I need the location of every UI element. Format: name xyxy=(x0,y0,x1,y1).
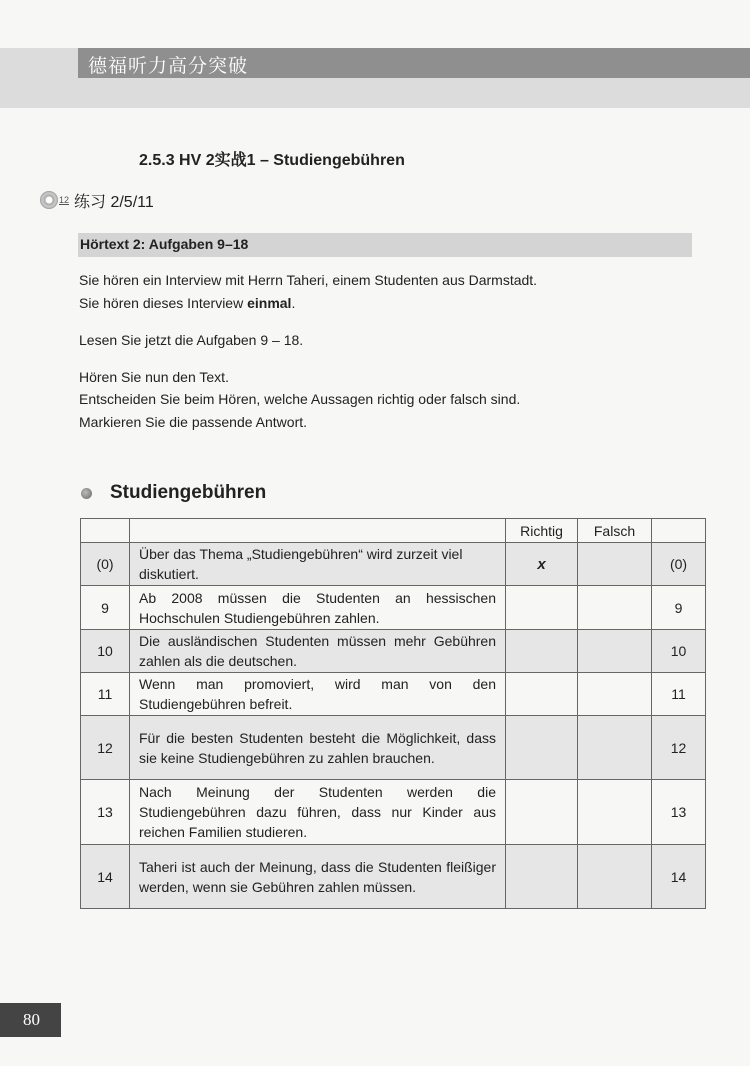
exercise-line xyxy=(40,189,154,211)
falsch-checkbox[interactable] xyxy=(578,716,652,780)
row-number-right: 9 xyxy=(652,586,706,630)
hortext-label: Hörtext 2: Aufgaben 9–18 xyxy=(80,236,249,252)
track-number: 12 xyxy=(59,195,70,205)
richtig-checkbox[interactable] xyxy=(506,716,578,780)
richtig-checkbox[interactable] xyxy=(506,673,578,716)
row-statement: Über das Thema „Studiengebühren“ wird zurzeit viel diskutiert. xyxy=(130,543,506,586)
falsch-checkbox[interactable] xyxy=(578,630,652,673)
intro-line-4: Hören Sie nun den Text. xyxy=(79,369,229,385)
row-number-right: 14 xyxy=(652,845,706,909)
row-number-right: (0) xyxy=(652,543,706,586)
row-number: (0) xyxy=(81,543,130,586)
richtig-checkbox[interactable] xyxy=(506,543,578,586)
table-title: Studiengebühren xyxy=(110,482,267,503)
intro-line-5: Entscheiden Sie beim Hören, welche Aussagen richtig oder falsch sind. xyxy=(79,391,521,407)
row-statement: Taheri ist auch der Meinung, dass die Studenten fleißiger werden, wenn sie Gebühren zahlen müssen. xyxy=(130,845,506,909)
book-title: 德福听力高分突破 xyxy=(88,55,249,77)
table-header-row xyxy=(81,519,706,543)
table-row xyxy=(81,630,706,673)
intro-line-1: Sie hören ein Interview mit Herrn Taheri, einem Studenten aus Darmstadt. xyxy=(79,272,538,288)
table-row xyxy=(81,780,706,845)
task-table xyxy=(80,518,706,909)
row-number-right: 11 xyxy=(652,673,706,716)
cd-icon xyxy=(40,191,58,209)
falsch-checkbox[interactable] xyxy=(578,845,652,909)
page-number: 80 xyxy=(23,1010,40,1029)
row-number-right: 12 xyxy=(652,716,706,780)
header-richtig: Richtig xyxy=(506,519,578,543)
row-number: 10 xyxy=(81,630,130,673)
row-number: 14 xyxy=(81,845,130,909)
section-heading: 2.5.3 HV 2实战1 – Studiengebühren xyxy=(139,152,405,169)
row-statement: Die ausländischen Studenten müssen mehr Gebühren zahlen als die deutschen. xyxy=(130,630,506,673)
row-number-right: 10 xyxy=(652,630,706,673)
exercise-label: 练习 2/5/11 xyxy=(74,193,154,211)
header-falsch: Falsch xyxy=(578,519,652,543)
richtig-checkbox[interactable] xyxy=(506,586,578,630)
row-statement: Ab 2008 müssen die Studenten an hessischen Hochschulen Studiengebühren zahlen. xyxy=(130,586,506,630)
intro-line-2-text: Sie hören dieses Interview xyxy=(79,295,248,311)
intro-line-2-emphasis: einmal xyxy=(247,295,292,311)
row-statement: Nach Meinung der Studenten werden die Studiengebühren dazu führen, dass nur Kinder aus reichen Familien studieren. xyxy=(130,780,506,845)
row-statement: Wenn man promoviert, wird man von den Studiengebühren befreit. xyxy=(130,673,506,716)
intro-line-6: Markieren Sie die passende Antwort. xyxy=(79,414,308,430)
falsch-checkbox[interactable] xyxy=(578,673,652,716)
intro-line-2-end: . xyxy=(291,295,296,311)
header-cell-empty xyxy=(130,519,506,543)
x-mark-icon: x xyxy=(537,555,546,573)
falsch-checkbox[interactable] xyxy=(578,586,652,630)
table-row xyxy=(81,716,706,780)
row-number: 12 xyxy=(81,716,130,780)
bullet-icon xyxy=(81,488,92,499)
falsch-checkbox[interactable] xyxy=(578,780,652,845)
richtig-checkbox[interactable] xyxy=(506,780,578,845)
header-cell-empty xyxy=(81,519,130,543)
falsch-checkbox[interactable] xyxy=(578,543,652,586)
intro-line-3: Lesen Sie jetzt die Aufgaben 9 – 18. xyxy=(79,332,304,348)
row-statement: Für die besten Studenten besteht die Möglichkeit, dass sie keine Studiengebühren zu zahlen brauchen. xyxy=(130,716,506,780)
table-row xyxy=(81,673,706,716)
richtig-checkbox[interactable] xyxy=(506,630,578,673)
table-row xyxy=(81,543,706,586)
row-number: 13 xyxy=(81,780,130,845)
table-row xyxy=(81,845,706,909)
row-number-right: 13 xyxy=(652,780,706,845)
richtig-checkbox[interactable] xyxy=(506,845,578,909)
row-number: 11 xyxy=(81,673,130,716)
row-number: 9 xyxy=(81,586,130,630)
table-row xyxy=(81,586,706,630)
intro-line-2 xyxy=(79,292,295,314)
header-cell-empty xyxy=(652,519,706,543)
